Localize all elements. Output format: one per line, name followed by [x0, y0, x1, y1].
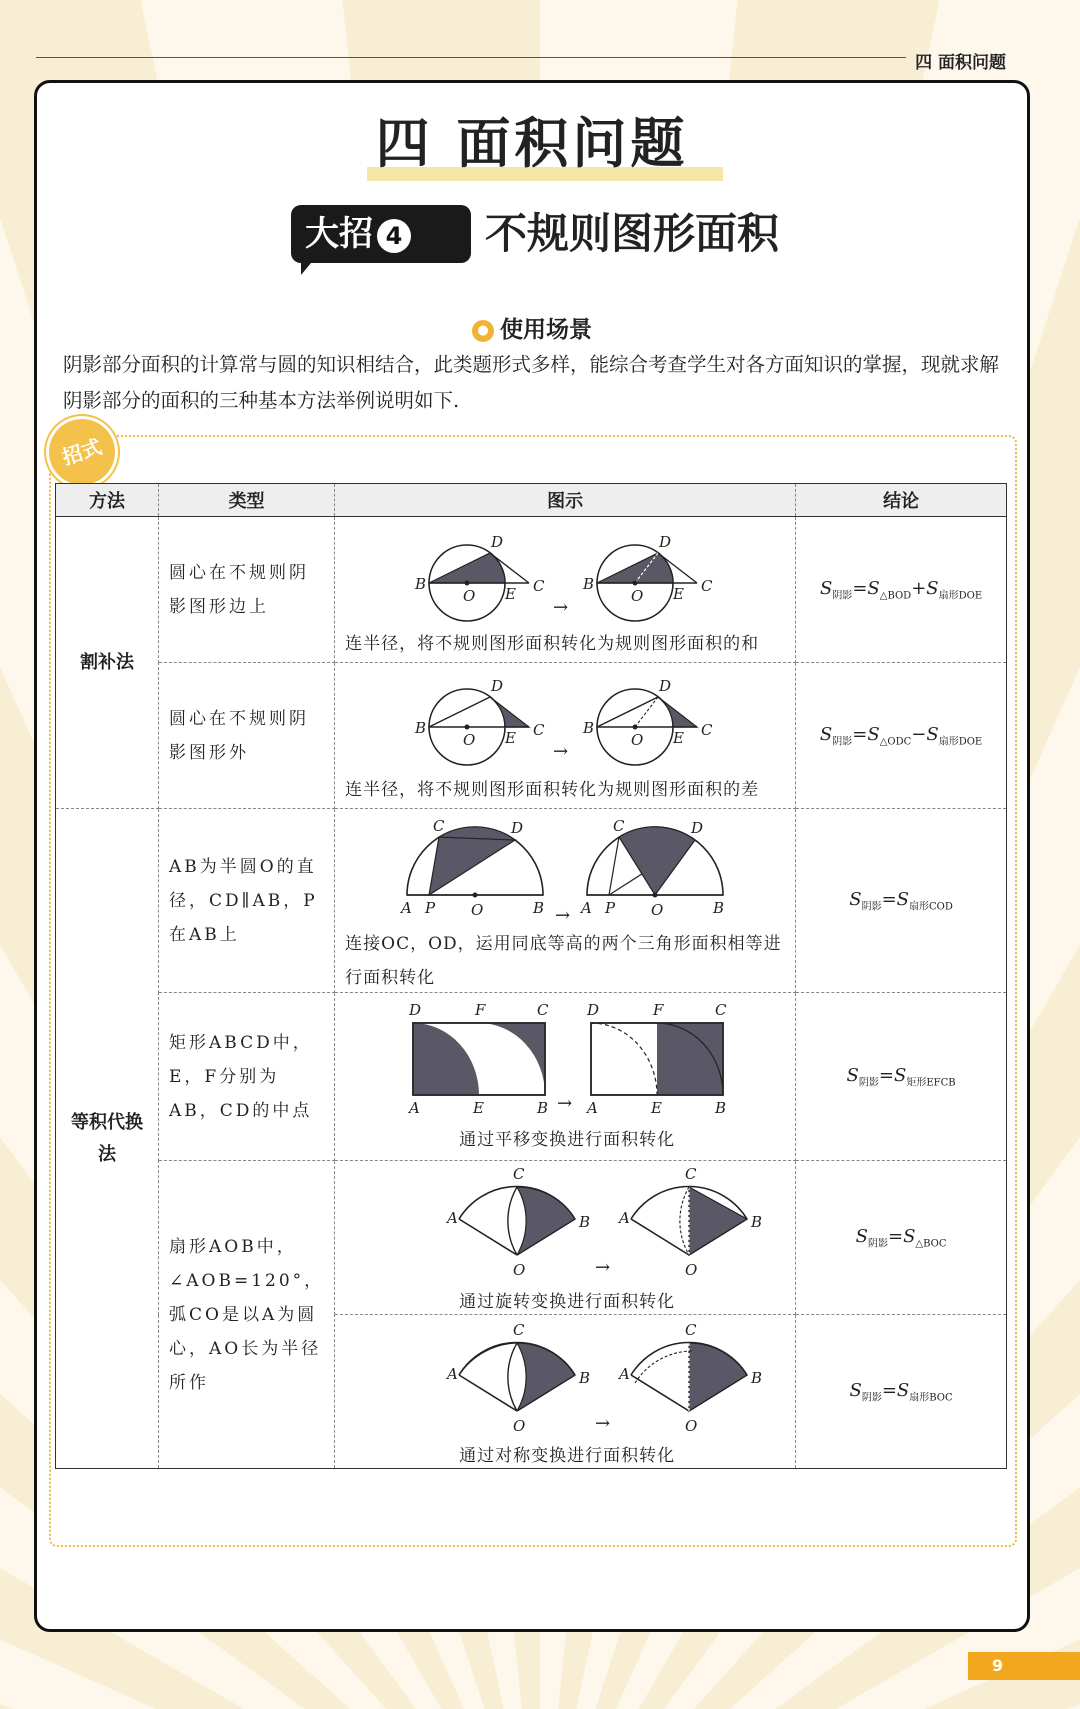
header-figure: 图示	[335, 484, 796, 517]
type-cell: 矩形ABCD中，E，F分别为AB，CD的中点	[159, 993, 335, 1161]
svg-text:C: C	[685, 1165, 697, 1183]
svg-text:A: A	[447, 1365, 458, 1383]
svg-text:E: E	[651, 1099, 663, 1117]
figure-caption: 连半径，将不规则图形面积转化为规则图形面积的差	[345, 780, 760, 800]
svg-text:D: D	[659, 677, 672, 695]
svg-text:→: →	[553, 597, 569, 618]
svg-text:O: O	[651, 901, 664, 919]
svg-text:E: E	[473, 1099, 485, 1117]
svg-text:O: O	[631, 731, 644, 749]
figure-cell	[335, 809, 796, 993]
svg-text:→: →	[557, 1093, 573, 1114]
svg-text:D: D	[659, 533, 672, 551]
svg-text:B: B	[415, 719, 427, 737]
scene-heading	[37, 311, 1027, 344]
badge-tail	[301, 263, 311, 275]
running-header	[36, 48, 1030, 73]
svg-text:B: B	[751, 1213, 763, 1231]
svg-text:→: →	[595, 1257, 611, 1278]
svg-text:C: C	[537, 1001, 549, 1019]
figure-cell	[335, 663, 796, 809]
svg-text:F: F	[475, 1001, 486, 1019]
svg-text:B: B	[583, 575, 595, 593]
svg-text:D: D	[491, 533, 504, 551]
conclusion-cell: $S_{阴影}=S_{\triangle BOD}+S_{扇形DOE}$	[796, 517, 1007, 663]
svg-text:E: E	[505, 585, 517, 603]
figure-caption: 通过对称变换进行面积转化	[459, 1446, 676, 1466]
svg-text:A: A	[587, 1099, 598, 1117]
svg-text:B: B	[751, 1369, 763, 1387]
header-type: 类型	[159, 484, 335, 517]
seal-badge: 招式	[40, 410, 123, 493]
badge-label: 大招	[305, 214, 373, 254]
svg-text:A: A	[619, 1365, 630, 1383]
conclusion-cell: $S_{阴影}=S_{扇形COD}$	[796, 809, 1007, 993]
svg-text:O: O	[513, 1417, 526, 1435]
svg-text:D: D	[409, 1001, 422, 1019]
figure-cell	[335, 517, 796, 663]
svg-text:A: A	[619, 1209, 630, 1227]
conclusion-cell: $S_{阴影}=S_{矩形EFCB}$	[796, 993, 1007, 1161]
figure-cell	[335, 1161, 796, 1315]
conclusion-cell: $S_{阴影}=S_{\triangle BOC}$	[796, 1161, 1007, 1315]
scene-title: 使用场景	[500, 317, 592, 343]
chapter-title: 四 面积问题	[375, 112, 689, 175]
figure-cell	[335, 993, 796, 1161]
svg-text:F: F	[653, 1001, 664, 1019]
svg-text:→: →	[555, 905, 571, 926]
svg-text:B: B	[415, 575, 427, 593]
page-number: 9	[968, 1652, 1080, 1680]
content-panel	[34, 80, 1030, 1632]
svg-text:O: O	[471, 901, 484, 919]
conclusion-cell: $S_{阴影}=S_{扇形BOC}$	[796, 1315, 1007, 1469]
figure-caption: 连接OC，OD，运用同底等高的两个三角形面积相等进行面积转化	[345, 934, 782, 988]
svg-text:→: →	[595, 1413, 611, 1434]
method-cell: 割补法	[56, 517, 159, 809]
svg-text:P: P	[605, 899, 616, 917]
svg-text:C: C	[701, 721, 713, 739]
figure-caption: 通过平移变换进行面积转化	[459, 1130, 676, 1150]
svg-text:A: A	[447, 1209, 458, 1227]
svg-text:C: C	[513, 1321, 525, 1339]
svg-text:C: C	[513, 1165, 525, 1183]
header-rule	[36, 57, 906, 58]
conclusion-cell: $S_{阴影}=S_{\triangle ODC}-S_{扇形DOE}$	[796, 663, 1007, 809]
table-row	[56, 517, 1007, 663]
svg-text:C: C	[533, 721, 545, 739]
svg-text:O: O	[631, 587, 644, 605]
badge-number: 4	[377, 219, 411, 253]
header-conclusion: 结论	[796, 484, 1007, 517]
svg-text:C: C	[685, 1321, 697, 1339]
svg-text:D: D	[587, 1001, 600, 1019]
type-cell: AB为半圆O的直径，CD∥AB，P在AB上	[159, 809, 335, 993]
svg-text:C: C	[433, 817, 445, 835]
svg-text:O: O	[463, 587, 476, 605]
svg-text:D: D	[491, 677, 504, 695]
svg-text:E: E	[673, 729, 685, 747]
type-cell: 圆心在不规则阴影图形外	[159, 663, 335, 809]
svg-text:O: O	[513, 1261, 526, 1279]
svg-text:B: B	[715, 1099, 727, 1117]
svg-text:→: →	[553, 741, 569, 762]
svg-text:B: B	[713, 899, 725, 917]
svg-text:O: O	[685, 1417, 698, 1435]
lightbulb-icon: ●	[472, 320, 494, 342]
svg-text:B: B	[579, 1213, 591, 1231]
svg-text:D: D	[511, 819, 524, 837]
header-method: 方法	[56, 484, 159, 517]
svg-text:A: A	[581, 899, 592, 917]
svg-text:B: B	[579, 1369, 591, 1387]
svg-text:B: B	[537, 1099, 549, 1117]
svg-text:E: E	[505, 729, 517, 747]
intro-paragraph: 阴影部分面积的计算常与圆的知识相结合，此类题形式多样，能综合考查学生对各方面知识的掌握，现就求解阴影部分的面积的三种基本方法举例说明如下.	[63, 353, 1000, 412]
svg-text:O: O	[685, 1261, 698, 1279]
table-row	[56, 809, 1007, 993]
chapter-title-block	[37, 101, 1027, 178]
svg-text:B: B	[583, 719, 595, 737]
svg-text:C: C	[701, 577, 713, 595]
svg-text:C: C	[715, 1001, 727, 1019]
svg-text:A: A	[409, 1099, 420, 1117]
svg-text:A: A	[401, 899, 412, 917]
figure-caption: 通过旋转变换进行面积转化	[459, 1292, 676, 1312]
figure-cell	[335, 1315, 796, 1469]
type-cell: 扇形AOB中，∠AOB=120°，弧CO是以A为圆心，AO长为半径所作	[159, 1161, 335, 1469]
svg-text:C: C	[613, 817, 625, 835]
table-row	[56, 993, 1007, 1161]
svg-text:D: D	[691, 819, 704, 837]
figure-caption: 连半径，将不规则图形面积转化为规则图形面积的和	[345, 634, 760, 654]
method-cell: 等积代换法	[56, 809, 159, 1469]
table-header-row	[56, 484, 1007, 517]
skill-badge	[291, 205, 471, 263]
running-header-text: 四 面积问题	[915, 53, 1006, 73]
svg-text:E: E	[673, 585, 685, 603]
svg-text:B: B	[533, 899, 545, 917]
svg-text:P: P	[425, 899, 436, 917]
topic-title: 不规则图形面积	[485, 209, 780, 258]
table-row	[56, 663, 1007, 809]
method-table	[55, 483, 1007, 1469]
table-row	[56, 1161, 1007, 1315]
svg-text:O: O	[463, 731, 476, 749]
svg-text:C: C	[533, 577, 545, 595]
type-cell: 圆心在不规则阴影图形边上	[159, 517, 335, 663]
